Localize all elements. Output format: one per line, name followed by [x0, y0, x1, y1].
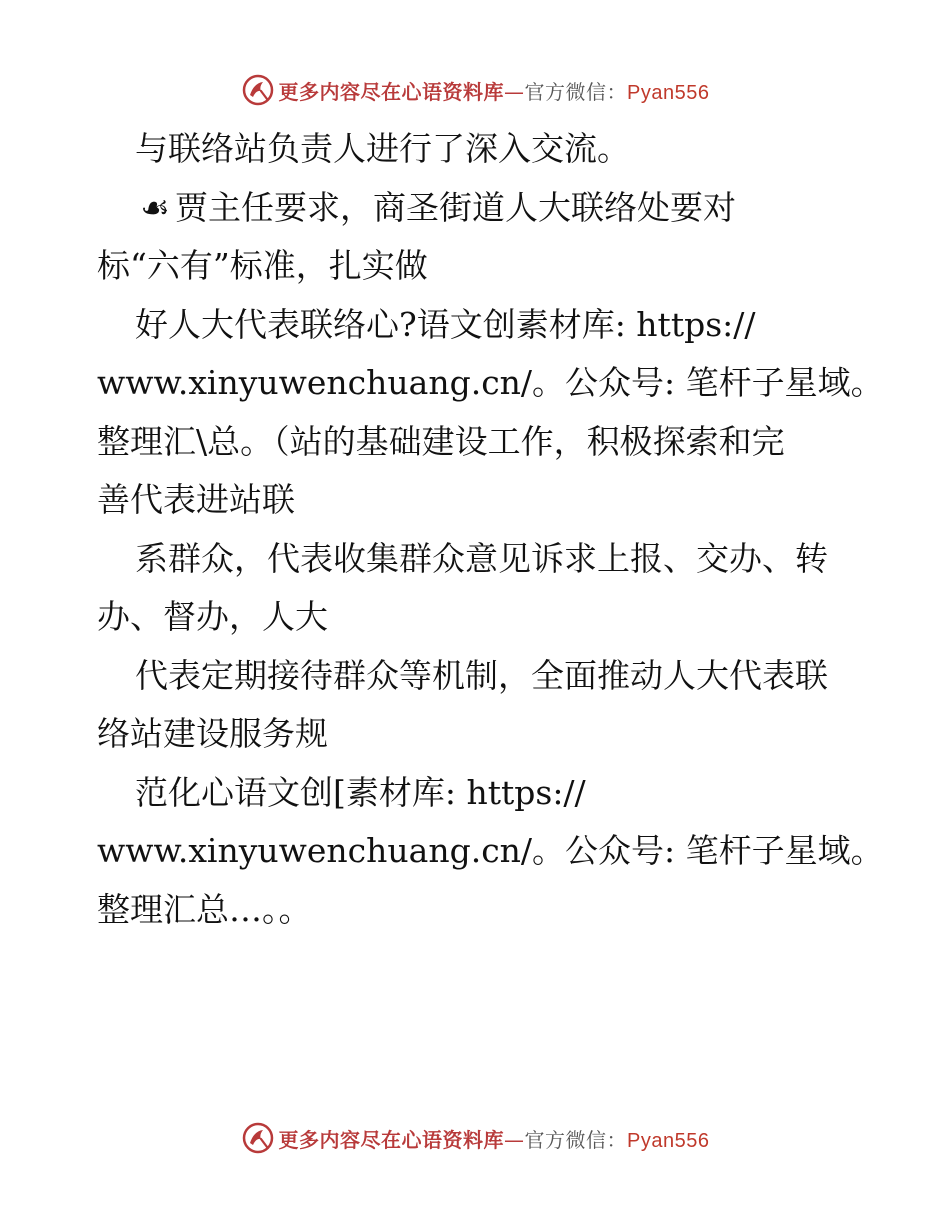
body-line-7: 善代表进站联 [97, 480, 295, 519]
footer-official: 官方微信： [524, 1127, 628, 1152]
body-line-12: 范化心语文创[素材库: https:// [135, 772, 586, 812]
body-line-2 [97, 179, 867, 238]
body-line-5: www.xinyuwenchuang.cn/。公众号: 笔杆子星域。 [97, 363, 884, 402]
document-body [97, 120, 884, 939]
body-line-8: 系群众，代表收集群众意见诉求上报、交办、转 [135, 538, 828, 578]
footer-text [279, 1124, 710, 1153]
body-line-2-text: 贾主任要求，商圣街道人大联络处要对 [175, 187, 736, 227]
header-brand: 更多内容尽在心语资料库 [278, 79, 505, 104]
body-line-13: www.xinyuwenchuang.cn/。公众号: 笔杆子星域。 [97, 831, 884, 870]
body-line-6: 整理汇\总。（站的基础建设工作，积极探索和完 [97, 421, 785, 461]
body-line-11: 络站建设服务规 [97, 714, 328, 753]
body-line-9: 办、督办，人大 [97, 597, 328, 636]
body-line-10: 代表定期接待群众等机制，全面推动人大代表联 [135, 655, 828, 695]
logo-icon [241, 73, 275, 107]
body-line-3: 标“六有”标准，扎实做 [97, 246, 428, 285]
footer-banner [0, 1118, 950, 1158]
body-line-14: 整理汇总…。。 [97, 889, 312, 929]
header-handle: Pyan556 [627, 81, 710, 104]
ornament-icon: ☙ [140, 187, 170, 227]
header-dash: — [504, 79, 525, 104]
body-line-1: 与联络站负责人进行了深入交流。 [135, 129, 630, 168]
header-official: 官方微信： [524, 79, 628, 104]
footer-brand: 更多内容尽在心语资料库 [278, 1127, 505, 1152]
header-text [279, 76, 710, 105]
body-line-4: 好人大代表联络心?语文创素材库: https:// [135, 304, 756, 344]
logo-icon [241, 1121, 275, 1155]
footer-dash: — [504, 1127, 525, 1152]
header-banner [0, 70, 950, 110]
footer-handle: Pyan556 [627, 1129, 710, 1152]
